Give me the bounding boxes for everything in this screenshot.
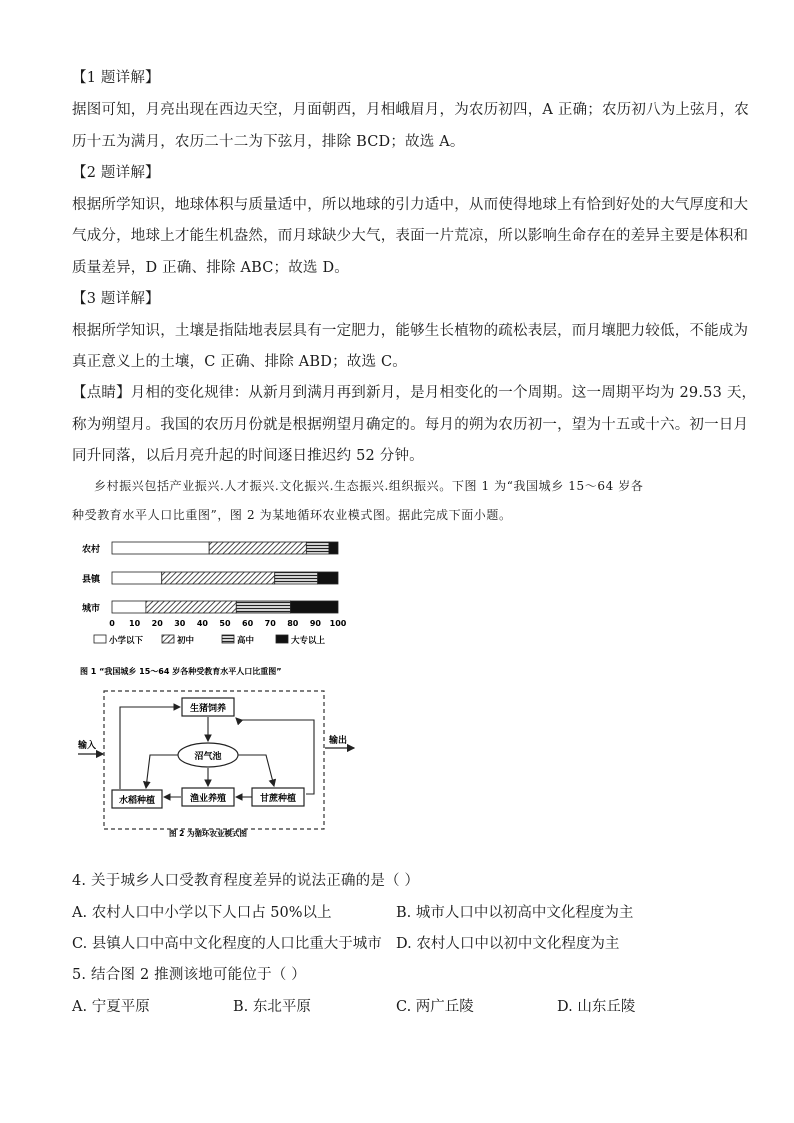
question-5-stem: 5. 结合图 2 推测该地可能位于（ ） [72,967,306,983]
chart-title: 图 1 “我国城乡 15～64 岁各种受教育水平人口比重图” [80,667,282,676]
section-2-line-1: 根据所学知识，地球体积与质量适中，所以地球的引力适中，从而使得地球上有恰到好处的大气厚度和大 [72,197,749,213]
bar-segment [236,601,290,613]
legend-swatch [276,635,288,643]
svg-text:沼气池: 沼气池 [194,752,222,762]
svg-text:生猪饲养: 生猪饲养 [189,704,227,714]
sugarcane-node [252,788,304,806]
x-tick-label: 20 [151,619,163,628]
section-1-line-1: 据图可知，月亮出现在西边天空，月面朝西，月相峨眉月，为农历初四，A 正确；农历初八为上弦月，农 [72,102,749,118]
svg-text:渔业养殖: 渔业养殖 [189,794,227,804]
section-3-line-1: 根据所学知识，土壤是指陆地表层具有一定肥力，能够生长植物的疏松表层，而月壤肥力较低，不能成为 [72,323,749,339]
rice-planting-node [112,790,162,808]
output-label: 输出 [329,736,348,746]
legend-swatch [94,635,106,643]
bar-segment [112,542,209,554]
bar-segment [162,572,275,584]
tip-line-2: 称为朔望月。我国的农历月份就是根据朔望月确定的。每月的朔为农历初一，望为十五或十六。初一日月 [72,417,749,433]
bar-segment [112,572,162,584]
question-5-option-d[interactable]: D. 山东丘陵 [557,999,636,1015]
bar-segment [318,572,338,584]
category-label: 农村 [82,545,101,555]
section-2-title: 【2 题详解】 [72,165,160,181]
legend-label: 初中 [177,636,195,646]
bar-segment [275,572,318,584]
biogas-pit-node [178,743,238,767]
category-label: 城市 [82,604,101,614]
legend-label: 高中 [237,636,255,646]
legend-swatch [222,635,234,643]
tip-line-3: 同升同落，以后月亮升起的时间逐日推迟约 52 分钟。 [72,448,424,464]
agriculture-diagram [76,686,356,838]
question-4-option-b[interactable]: B. 城市人口中以初高中文化程度为主 [396,905,634,921]
x-tick-label: 30 [174,619,186,628]
bar-segment [112,601,146,613]
bar-segment [209,542,306,554]
input-label: 输入 [78,741,97,751]
x-tick-label: 40 [196,619,208,628]
bar-segment [291,601,338,613]
x-tick-label: 60 [242,619,254,628]
svg-text:甘蔗种植: 甘蔗种植 [259,794,297,804]
fishery-node [182,788,234,806]
x-tick-label: 0 [109,619,115,628]
bar-segment [329,542,338,554]
x-tick-label: 50 [219,619,231,628]
category-label: 县镇 [82,575,101,585]
question-4-stem: 4. 关于城乡人口受教育程度差异的说法正确的是（ ） [72,873,420,889]
question-4-option-c[interactable]: C. 县镇人口中高中文化程度的人口比重大于城市 [72,936,382,952]
question-5-option-a[interactable]: A. 宁夏平原 [72,999,150,1015]
section-1-line-2: 历十五为满月，农历二十二为下弦月，排除 BCD；故选 A。 [72,134,465,150]
bar-segment [306,542,329,554]
question-5-option-c[interactable]: C. 两广丘陵 [396,999,474,1015]
section-3-title: 【3 题详解】 [72,291,160,307]
x-tick-label: 90 [309,619,321,628]
question-4-option-d[interactable]: D. 农村人口中以初中文化程度为主 [396,936,620,952]
tip-line-1: 【点睛】月相的变化规律：从新月到满月再到新月，是月相变化的一个周期。这一周期平均为 29.53 天， [72,385,757,401]
question-4-option-a[interactable]: A. 农村人口中小学以下人口占 50%以上 [72,905,332,921]
intro-line-1: 乡村振兴包括产业振兴.人才振兴.文化振兴.生态振兴.组织振兴。下图 1 为“我国城乡 15～64 岁各 [94,479,644,493]
x-tick-label: 80 [287,619,299,628]
legend-label: 小学以下 [109,636,144,646]
diagram-caption: 图 2 为循环农业模式图 [169,829,247,838]
intro-line-2: 种受教育水平人口比重图”，图 2 为某地循环农业模式图。据此完成下面小题。 [72,508,512,522]
x-tick-label: 100 [329,619,347,628]
bar-segment [146,601,236,613]
section-2-line-3: 质量差异，D 正确、排除 ABC；故选 D。 [72,260,349,276]
legend-swatch [162,635,174,643]
question-5-option-b[interactable]: B. 东北平原 [233,999,311,1015]
x-tick-label: 10 [129,619,141,628]
section-3-line-2: 真正意义上的土壤，C 正确、排除 ABD；故选 C。 [72,354,407,370]
section-2-line-2: 气成分，地球上才能生机盎然，而月球缺少大气，表面一片荒凉，所以影响生命存在的差异主要是体积和 [72,228,749,244]
section-1-title: 【1 题详解】 [72,70,160,86]
legend-label: 大专以上 [291,636,326,646]
x-tick-label: 70 [264,619,276,628]
pig-farming-node [182,698,234,716]
education-chart [80,532,380,682]
svg-text:水稻种植: 水稻种植 [118,796,156,806]
